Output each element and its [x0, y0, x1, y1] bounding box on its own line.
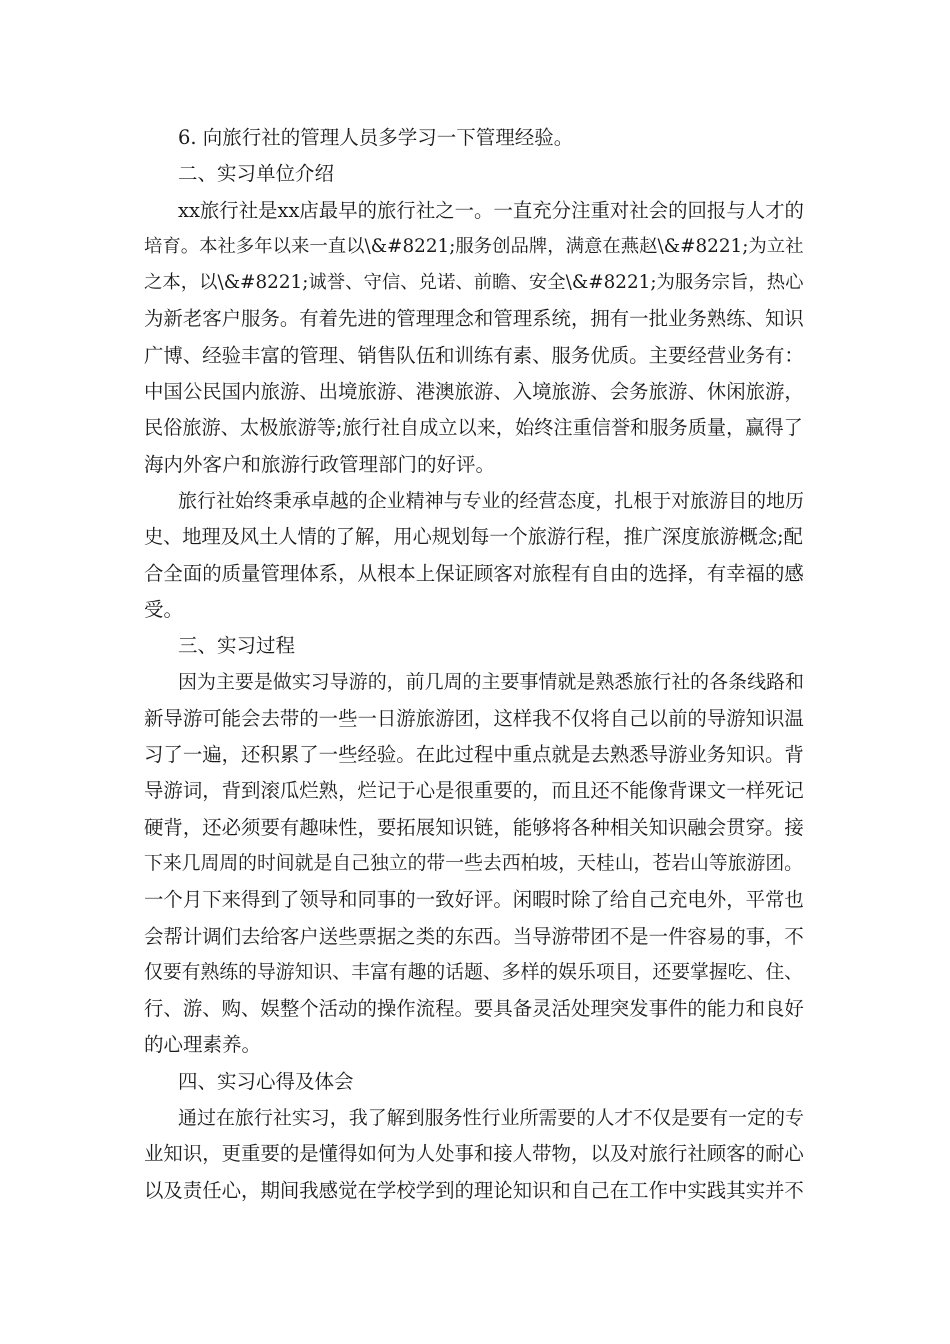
text-line: 通过在旅行社实习，我了解到服务性行业所需要的人才不仅是要有一定的专 — [178, 1107, 804, 1130]
text-line: 会帮计调们去给客户送些票据之类的东西。当导游带团不是一件容易的事，不 — [144, 924, 804, 948]
text-line: 三、实习过程 — [178, 634, 296, 658]
text-line: 行、游、购、娱整个活动的操作流程。要具备灵活处理突发事件的能力和良好 — [144, 997, 804, 1021]
text-line: 为新老客户服务。有着先进的管理理念和管理系统，拥有一批业务熟练、知识 — [144, 307, 804, 331]
text-line: 因为主要是做实习导游的，前几周的主要事情就是熟悉旅行社的各条线路和 — [178, 671, 804, 694]
text-line: 下来几周周的时间就是自己独立的带一些去西柏坡，天桂山，苍岩山等旅游团。 — [144, 852, 803, 874]
text-line: 仅要有熟练的导游知识、丰富有趣的话题、多样的娱乐项目，还要掌握吃、住、 — [144, 961, 803, 983]
text-line: 中国公民国内旅游、出境旅游、港澳旅游、入境旅游、会务旅游、休闲旅游， — [144, 380, 804, 404]
text-line: 海内外客户和旅游行政管理部门的好评。 — [144, 452, 496, 476]
text-line: 旅行社始终秉承卓越的企业精神与专业的经营态度，扎根于对旅游目的地历 — [178, 489, 804, 512]
text-line: 硬背，还必须要有趣味性，要拓展知识链，能够将各种相关知识融会贯穿。接 — [144, 815, 804, 839]
text-line: xx旅行社是xx店最早的旅行社之一。一直充分注重对社会的回报与人才的 — [178, 198, 804, 222]
text-line: 民俗旅游、太极旅游等;旅行社自成立以来，始终注重信誉和服务质量，赢得了 — [144, 416, 803, 440]
text-line: 导游词，背到滚瓜烂熟，烂记于心是很重要的，而且还不能像背课文一样死记 — [144, 779, 804, 803]
text-line: 新导游可能会去带的一些一日游旅游团，这样我不仅将自己以前的导游知识温 — [144, 706, 804, 730]
text-line: 以及责任心，期间我感觉在学校学到的理论知识和自己在工作中实践其实并不 — [144, 1178, 804, 1202]
text-line: 的心理素养。 — [144, 1033, 262, 1057]
document-body — [144, 120, 804, 1209]
text-line: 一个月下来得到了领导和同事的一致好评。闲暇时除了给自己充电外，平常也 — [144, 888, 804, 912]
text-line: 广博、经验丰富的管理、销售队伍和训练有素、服务优质。主要经营业务有： — [144, 343, 804, 367]
text-line: 史、地理及风土人情的了解，用心规划每一个旅游行程，推广深度旅游概念;配 — [144, 525, 803, 549]
text-line: 之本，以\&#8221;诚誉、守信、兑诺、前瞻、安全\&#8221;为服务宗旨，热心 — [144, 272, 804, 294]
text-line: 习了一遍，还积累了一些经验。在此过程中重点就是去熟悉导游业务知识。背 — [144, 743, 804, 767]
text-line: 业知识，更重要的是懂得如何为人处事和接人带物，以及对旅行社顾客的耐心 — [144, 1142, 804, 1166]
text-line: 受。 — [144, 597, 184, 621]
text-line: 四、实习心得及体会 — [178, 1069, 354, 1093]
text-line: 6. 向旅行社的管理人员多学习一下管理经验。 — [178, 126, 574, 149]
text-line: 培育。本社多年以来一直以\&#8221;服务创品牌，满意在燕赵\&#8221;为立社 — [144, 235, 804, 257]
text-line: 合全面的质量管理体系，从根本上保证顾客对旅程有自由的选择，有幸福的感 — [144, 561, 804, 585]
text-line: 二、实习单位介绍 — [178, 162, 335, 186]
